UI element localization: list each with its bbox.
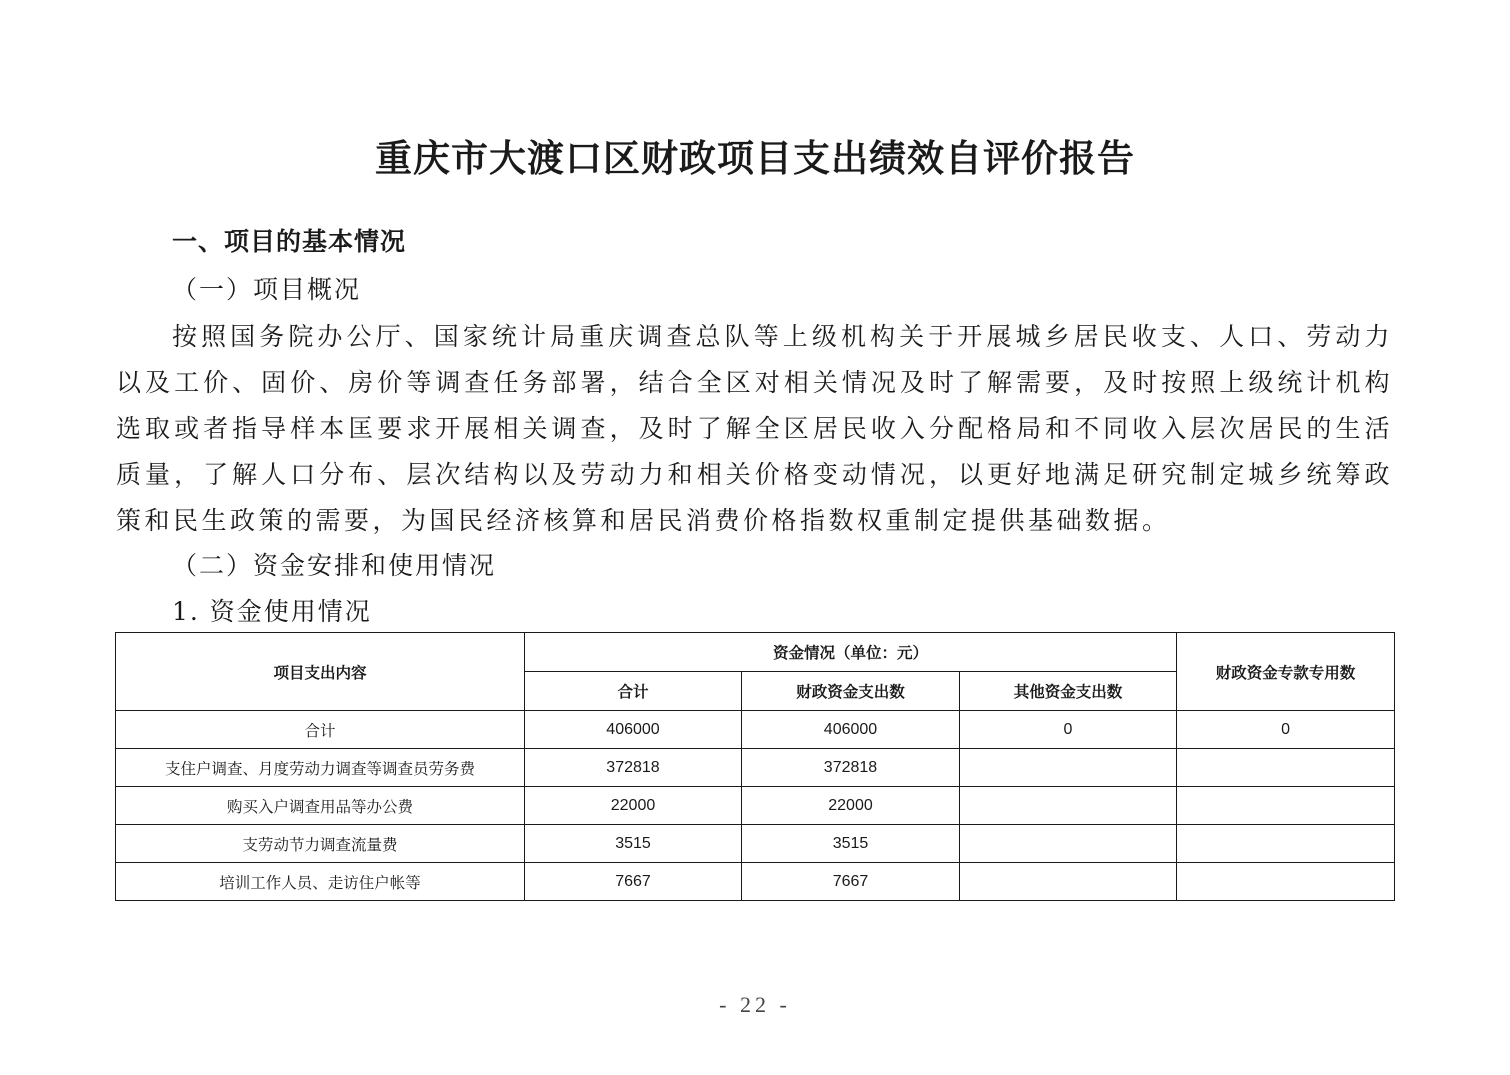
funding-usage-item-heading: 1. 资金使用情况 [172,597,372,626]
row-special [1177,749,1395,787]
row-special [1177,787,1395,825]
row-other [960,863,1177,901]
table-row [116,825,1395,863]
table-row [116,863,1395,901]
header-fund-status: 资金情况（单位：元） [525,633,1177,672]
page-number: - 22 - [719,992,791,1017]
fund-usage-table [115,632,1395,901]
row-total: 22000 [525,787,742,825]
page-title: 重庆市大渡口区财政项目支出绩效自评价报告 [375,136,1135,180]
row-item: 合计 [116,711,525,749]
subsection-heading-funding: （二）资金安排和使用情况 [172,551,497,580]
row-total: 372818 [525,749,742,787]
row-other [960,825,1177,863]
overview-paragraph: 按照国务院办公厅、国家统计局重庆调查总队等上级机构关于开展城乡居民收支、人口、劳动力以及工价、固价、房价等调查任务部署，结合全区对相关情况及时了解需要，及时按照上级统计机构选取或者指导样本匡要求开展相关调查，及时了解全区居民收入分配格局和不同收入层次居民的生活质量，了解人口分布、层次结构以及劳动力和相关价格变动情况，以更好地满足研究制定城乡统筹政策和民生政策的需要，为国民经济核算和居民消费价格指数权重制定提供基础数据。 [116,322,1393,535]
row-item: 支劳动节力调查流量费 [116,825,525,863]
table-row [116,711,1395,749]
header-item-content: 项目支出内容 [116,633,525,711]
row-special [1177,863,1395,901]
header-total: 合计 [525,672,742,711]
header-other-expense: 其他资金支出数 [960,672,1177,711]
table-row [116,749,1395,787]
row-total: 406000 [525,711,742,749]
row-item: 购买入户调查用品等办公费 [116,787,525,825]
table-header-row-1 [116,633,1395,672]
row-other: 0 [960,711,1177,749]
row-total: 7667 [525,863,742,901]
row-fiscal: 406000 [742,711,960,749]
row-fiscal: 7667 [742,863,960,901]
row-fiscal: 372818 [742,749,960,787]
row-item: 支住户调查、月度劳动力调查等调查员劳务费 [116,749,525,787]
row-total: 3515 [525,825,742,863]
row-other [960,749,1177,787]
header-special-fund: 财政资金专款专用数 [1177,633,1395,711]
row-other [960,787,1177,825]
row-item: 培训工作人员、走访住户帐等 [116,863,525,901]
header-fiscal-expense: 财政资金支出数 [742,672,960,711]
row-special [1177,825,1395,863]
row-fiscal: 3515 [742,825,960,863]
subsection-heading-overview: （一）项目概况 [172,275,362,304]
section-heading-basic-info: 一、项目的基本情况 [172,227,407,256]
row-fiscal: 22000 [742,787,960,825]
table-row [116,787,1395,825]
row-special: 0 [1177,711,1395,749]
